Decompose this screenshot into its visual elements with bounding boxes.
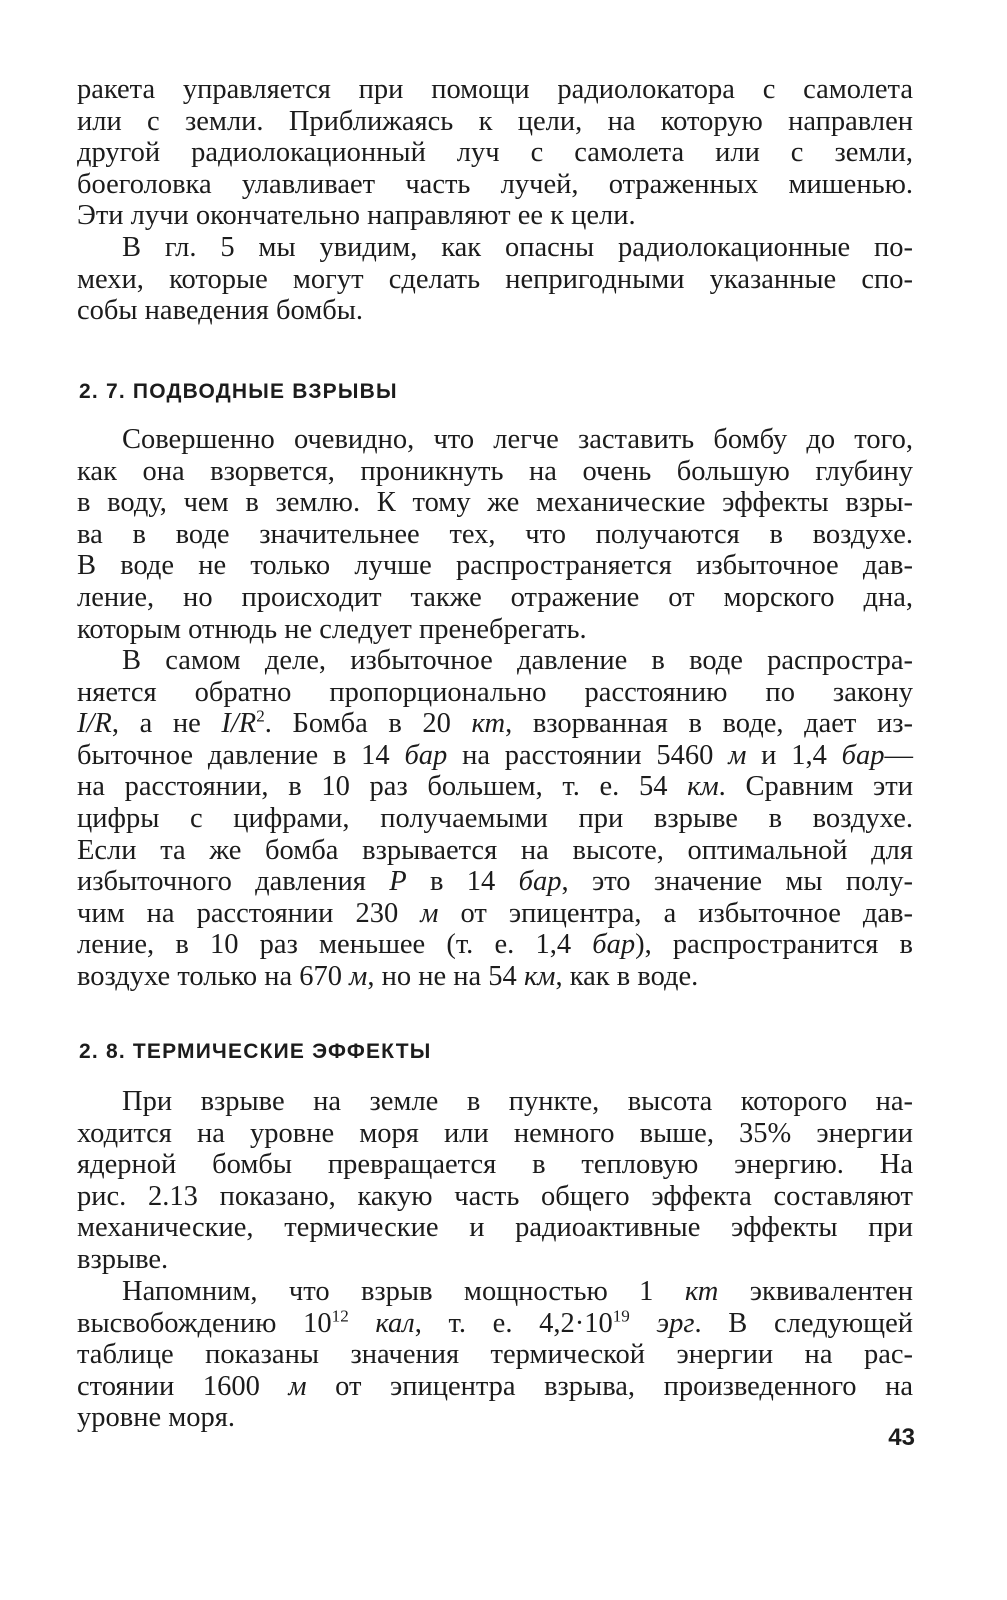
text-line xyxy=(77,1308,913,1340)
unit: бар xyxy=(404,739,448,771)
text-run: , это значение мы полу- xyxy=(561,866,913,898)
text-run: , т. е. 4,2·10 xyxy=(414,1307,613,1339)
text-line: ление, но происходит также отражение от морского дна, xyxy=(77,581,913,613)
superscript: 19 xyxy=(612,1306,630,1326)
text-line: механические, термические и радиоактивные эффекты при xyxy=(77,1212,913,1244)
text-line xyxy=(77,1276,913,1308)
text-line xyxy=(77,740,913,772)
text-line: цифры с цифрами, получаемыми при взрыве в воздухе. xyxy=(77,802,913,834)
formula: I/R xyxy=(221,708,257,740)
paragraph-6 xyxy=(77,1276,913,1434)
text-run: ление, в 10 раз меньшее (т. е. 1,4 xyxy=(77,929,593,961)
text-run: в 14 xyxy=(406,866,519,898)
text-run: , взорванная в воде, дает из- xyxy=(505,708,913,740)
unit: кт xyxy=(471,708,506,740)
text-run: от эпицентра взрыва, произведенного на xyxy=(306,1370,913,1402)
text-line: которым отнюдь не следует пренебрегать. xyxy=(77,613,587,645)
unit: бар xyxy=(841,739,885,771)
text-line: няется обратно пропорционально расстоянию по закону xyxy=(77,676,913,708)
text-run xyxy=(630,1308,657,1339)
unit: бар xyxy=(592,929,636,961)
text-run: воздухе только на 670 xyxy=(77,960,350,992)
text-line: таблице показаны значения термической энергии на рас- xyxy=(77,1339,913,1371)
text-line: ва в воде значительнее тех, что получаются в воздухе. xyxy=(77,518,913,550)
paragraph-1 xyxy=(77,74,913,232)
text-line: В самом деле, избыточное давление в воде распростра- xyxy=(122,645,913,676)
text-line: Совершенно очевидно, что легче заставить бомбу до того, xyxy=(122,424,913,455)
superscript: 2 xyxy=(256,706,265,726)
unit: кал xyxy=(375,1307,415,1339)
text-line: В гл. 5 мы увидим, как опасны радиолокационные по- xyxy=(122,232,913,263)
unit: м xyxy=(288,1370,307,1402)
text-run: и 1,4 xyxy=(746,739,842,771)
unit: эрг xyxy=(656,1307,695,1339)
text-run: на расстоянии, в 10 раз большем, т. е. 54 xyxy=(77,771,688,803)
paragraph-5 xyxy=(77,1086,913,1276)
text-line xyxy=(77,771,913,803)
paragraph-4 xyxy=(77,645,913,993)
text-line xyxy=(77,866,913,898)
text-line: ядерной бомбы превращается в тепловую энергию. На xyxy=(77,1149,913,1181)
section-heading-2-7: 2. 7. ПОДВОДНЫЕ ВЗРЫВЫ xyxy=(79,380,398,403)
text-line: или с земли. Приближаясь к цели, на которую направлен xyxy=(77,105,913,137)
text-run: , а не xyxy=(111,708,222,740)
text-line: рис. 2.13 показано, какую часть общего эффекта составляют xyxy=(77,1180,913,1212)
unit: м xyxy=(420,897,439,929)
text-line: При взрыве на земле в пункте, высота которого на- xyxy=(122,1086,913,1117)
text-run: эквивалентен xyxy=(718,1276,914,1307)
text-run: чим на расстоянии 230 xyxy=(77,897,421,929)
section-heading-2-8: 2. 8. ТЕРМИЧЕСКИЕ ЭФФЕКТЫ xyxy=(79,1040,432,1063)
formula: P xyxy=(389,866,407,898)
text-run: высвобождению 10 xyxy=(77,1307,332,1339)
text-line xyxy=(77,1371,913,1403)
text-line: боеголовка улавливает часть лучей, отраженных мишенью. xyxy=(77,168,913,200)
text-run: . Бомба в 20 xyxy=(264,708,472,740)
text-run: Напомним, что взрыв мощностью 1 xyxy=(122,1276,685,1307)
text-run: на расстоянии 5460 xyxy=(447,739,729,771)
text-run: , но не на 54 xyxy=(367,960,524,992)
formula: I/R xyxy=(77,708,112,740)
text-run: . В следующей xyxy=(694,1307,914,1339)
text-line: как она взорвется, проникнуть на очень большую глубину xyxy=(77,455,913,487)
text-run: — xyxy=(884,739,913,771)
text-run: стоянии 1600 xyxy=(77,1370,289,1402)
text-line xyxy=(77,929,913,961)
text-line: собы наведения бомбы. xyxy=(77,295,364,327)
text-run: ), распространится в xyxy=(635,929,913,961)
text-run: быточное давление в 14 xyxy=(77,739,405,771)
text-line: взрыве. xyxy=(77,1243,169,1275)
unit: км xyxy=(523,960,556,992)
text-run: , как в воде. xyxy=(555,960,699,992)
unit: км xyxy=(687,771,719,803)
text-line xyxy=(77,708,913,740)
text-line: мехи, которые могут сделать непригодными указанные спо- xyxy=(77,263,913,295)
text-line: ракета управляется при помощи радиолокатора с самолета xyxy=(77,74,913,105)
text-line xyxy=(77,961,913,993)
paragraph-3 xyxy=(77,424,913,645)
paragraph-2 xyxy=(77,232,913,327)
superscript: 12 xyxy=(331,1306,349,1326)
text-line: уровне моря. xyxy=(77,1402,236,1434)
text-line: В воде не только лучше распространяется избыточное дав- xyxy=(77,550,913,582)
text-line: другой радиолокационный луч с самолета или с земли, xyxy=(77,137,913,169)
unit: кт xyxy=(684,1276,719,1307)
page-number: 43 xyxy=(888,1424,915,1451)
text-line: Если та же бомба взрывается на высоте, оптимальной для xyxy=(77,834,913,866)
text-run xyxy=(349,1308,376,1339)
unit: бар xyxy=(518,866,562,898)
text-run: избыточного давления xyxy=(77,866,390,898)
text-line xyxy=(77,898,913,930)
text-run: от эпицентра, а избыточное дав- xyxy=(438,897,913,929)
text-line: Эти лучи окончательно направляют ее к цели. xyxy=(77,200,636,232)
text-line: ходится на уровне моря или немного выше, 35% энергии xyxy=(77,1117,913,1149)
text-run: . Сравним эти xyxy=(718,771,913,803)
unit: м xyxy=(349,960,368,992)
unit: м xyxy=(728,739,747,771)
text-line: в воду, чем в землю. К тому же механические эффекты взры- xyxy=(77,487,913,519)
